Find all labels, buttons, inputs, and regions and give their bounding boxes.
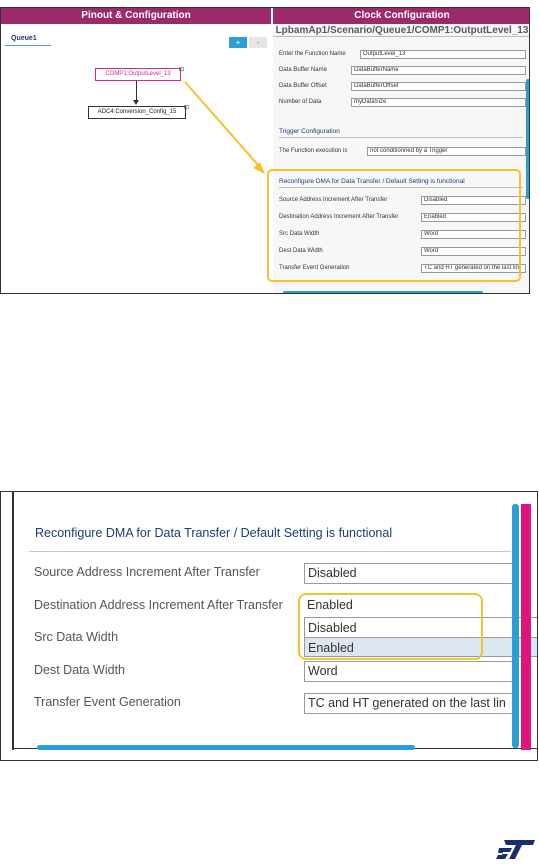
function-name-input[interactable]: OutputLevel_13 bbox=[360, 50, 526, 59]
queue-tab[interactable]: Queue1 bbox=[11, 35, 37, 42]
zoom-label-src-width: Src Data Width bbox=[34, 630, 119, 644]
trigger-select[interactable]: not conditionned by a Trigger bbox=[367, 147, 526, 156]
zoom-dest-width-select[interactable]: Word bbox=[304, 661, 514, 682]
tab-clock-configuration[interactable]: Clock Configuration bbox=[273, 8, 530, 24]
st-logo-s-shape bbox=[496, 848, 512, 859]
zoom-dma-section-title: Reconfigure DMA for Data Transfer / Default Setting is functional bbox=[35, 526, 393, 540]
node-comp-label: COMP1:OutputLevel_13 bbox=[105, 71, 171, 77]
zoom-left-border bbox=[12, 492, 14, 750]
dest-width-select[interactable]: Word bbox=[421, 247, 526, 256]
zoomed-screenshot bbox=[0, 491, 538, 761]
add-button[interactable]: + bbox=[229, 37, 247, 48]
field-label-buffer-name: Data Buffer Name bbox=[279, 67, 327, 73]
buffer-offset-input[interactable]: DataBufferOffset bbox=[351, 82, 526, 91]
dropdown-option-disabled[interactable]: Disabled bbox=[304, 617, 538, 637]
field-label-trigger: The Function execution is bbox=[279, 148, 348, 154]
number-of-data-input[interactable]: myDataSize bbox=[351, 98, 526, 107]
node-adc-label: ADC4:Conversion_Config_15 bbox=[97, 109, 177, 115]
field-label-dest-increment: Destination Address Increment After Transfer bbox=[279, 214, 399, 220]
zoom-vertical-scrollbar[interactable] bbox=[512, 504, 519, 748]
tab-pinout-configuration[interactable]: Pinout & Configuration bbox=[1, 8, 271, 24]
dropdown-highlight-box bbox=[298, 593, 483, 660]
panel-title: LpbamAp1/Scenario/Queue1/COMP1:OutputLevel_13 bbox=[275, 25, 529, 36]
st-logo bbox=[496, 838, 536, 860]
node-corner-icon: ⊡ bbox=[183, 105, 189, 111]
dma-section-title: Reconfigure DMA for Data Transfer / Default Setting is functional bbox=[279, 178, 465, 185]
zoom-label-transfer-event: Transfer Event Generation bbox=[34, 695, 181, 709]
zoom-label-src-increment: Source Address Increment After Transfer bbox=[34, 565, 260, 579]
src-width-select[interactable]: Word bbox=[421, 230, 526, 239]
node-corner-icon: ⊡ bbox=[178, 67, 184, 73]
trigger-section-title: Trigger Configuration bbox=[279, 128, 340, 135]
top-screenshot bbox=[0, 7, 530, 294]
field-label-dest-width: Dest Data Width bbox=[279, 248, 323, 254]
zoom-label-dest-increment: Destination Address Increment After Transfer bbox=[34, 598, 283, 612]
dropdown-option-enabled[interactable]: Enabled bbox=[304, 637, 538, 657]
transfer-event-select[interactable]: TC and HT generated on the last lin bbox=[421, 264, 526, 273]
zoom-pink-edge bbox=[521, 504, 531, 750]
field-label-function-name: Enter the Function Name bbox=[279, 51, 346, 57]
callout-arrow-head bbox=[253, 162, 265, 174]
field-label-number-of-data: Number of Data bbox=[279, 99, 322, 105]
buffer-name-input[interactable]: DataBufferName bbox=[351, 66, 526, 75]
remove-button[interactable]: - bbox=[249, 37, 267, 48]
field-label-src-width: Src Data Width bbox=[279, 231, 320, 237]
field-label-src-increment: Source Address Increment After Transfer bbox=[279, 197, 388, 203]
zoom-label-dest-width: Dest Data Width bbox=[34, 663, 126, 677]
zoom-horizontal-scrollbar[interactable] bbox=[37, 745, 415, 750]
zoom-transfer-event-select[interactable]: TC and HT generated on the last lin bbox=[304, 693, 514, 714]
field-label-transfer-event: Transfer Event Generation bbox=[279, 265, 350, 271]
zoom-dest-increment-select[interactable]: Enabled bbox=[304, 596, 484, 617]
callout-arrow-line bbox=[185, 82, 259, 166]
zoom-src-increment-select[interactable]: Disabled bbox=[304, 563, 514, 584]
src-increment-select[interactable]: Disabled bbox=[421, 196, 526, 205]
callout-arrow bbox=[1, 8, 530, 294]
zoom-section-divider bbox=[29, 551, 511, 552]
field-label-buffer-offset: Data Buffer Offset bbox=[279, 83, 327, 89]
dest-increment-select[interactable]: Enabled bbox=[421, 213, 526, 222]
